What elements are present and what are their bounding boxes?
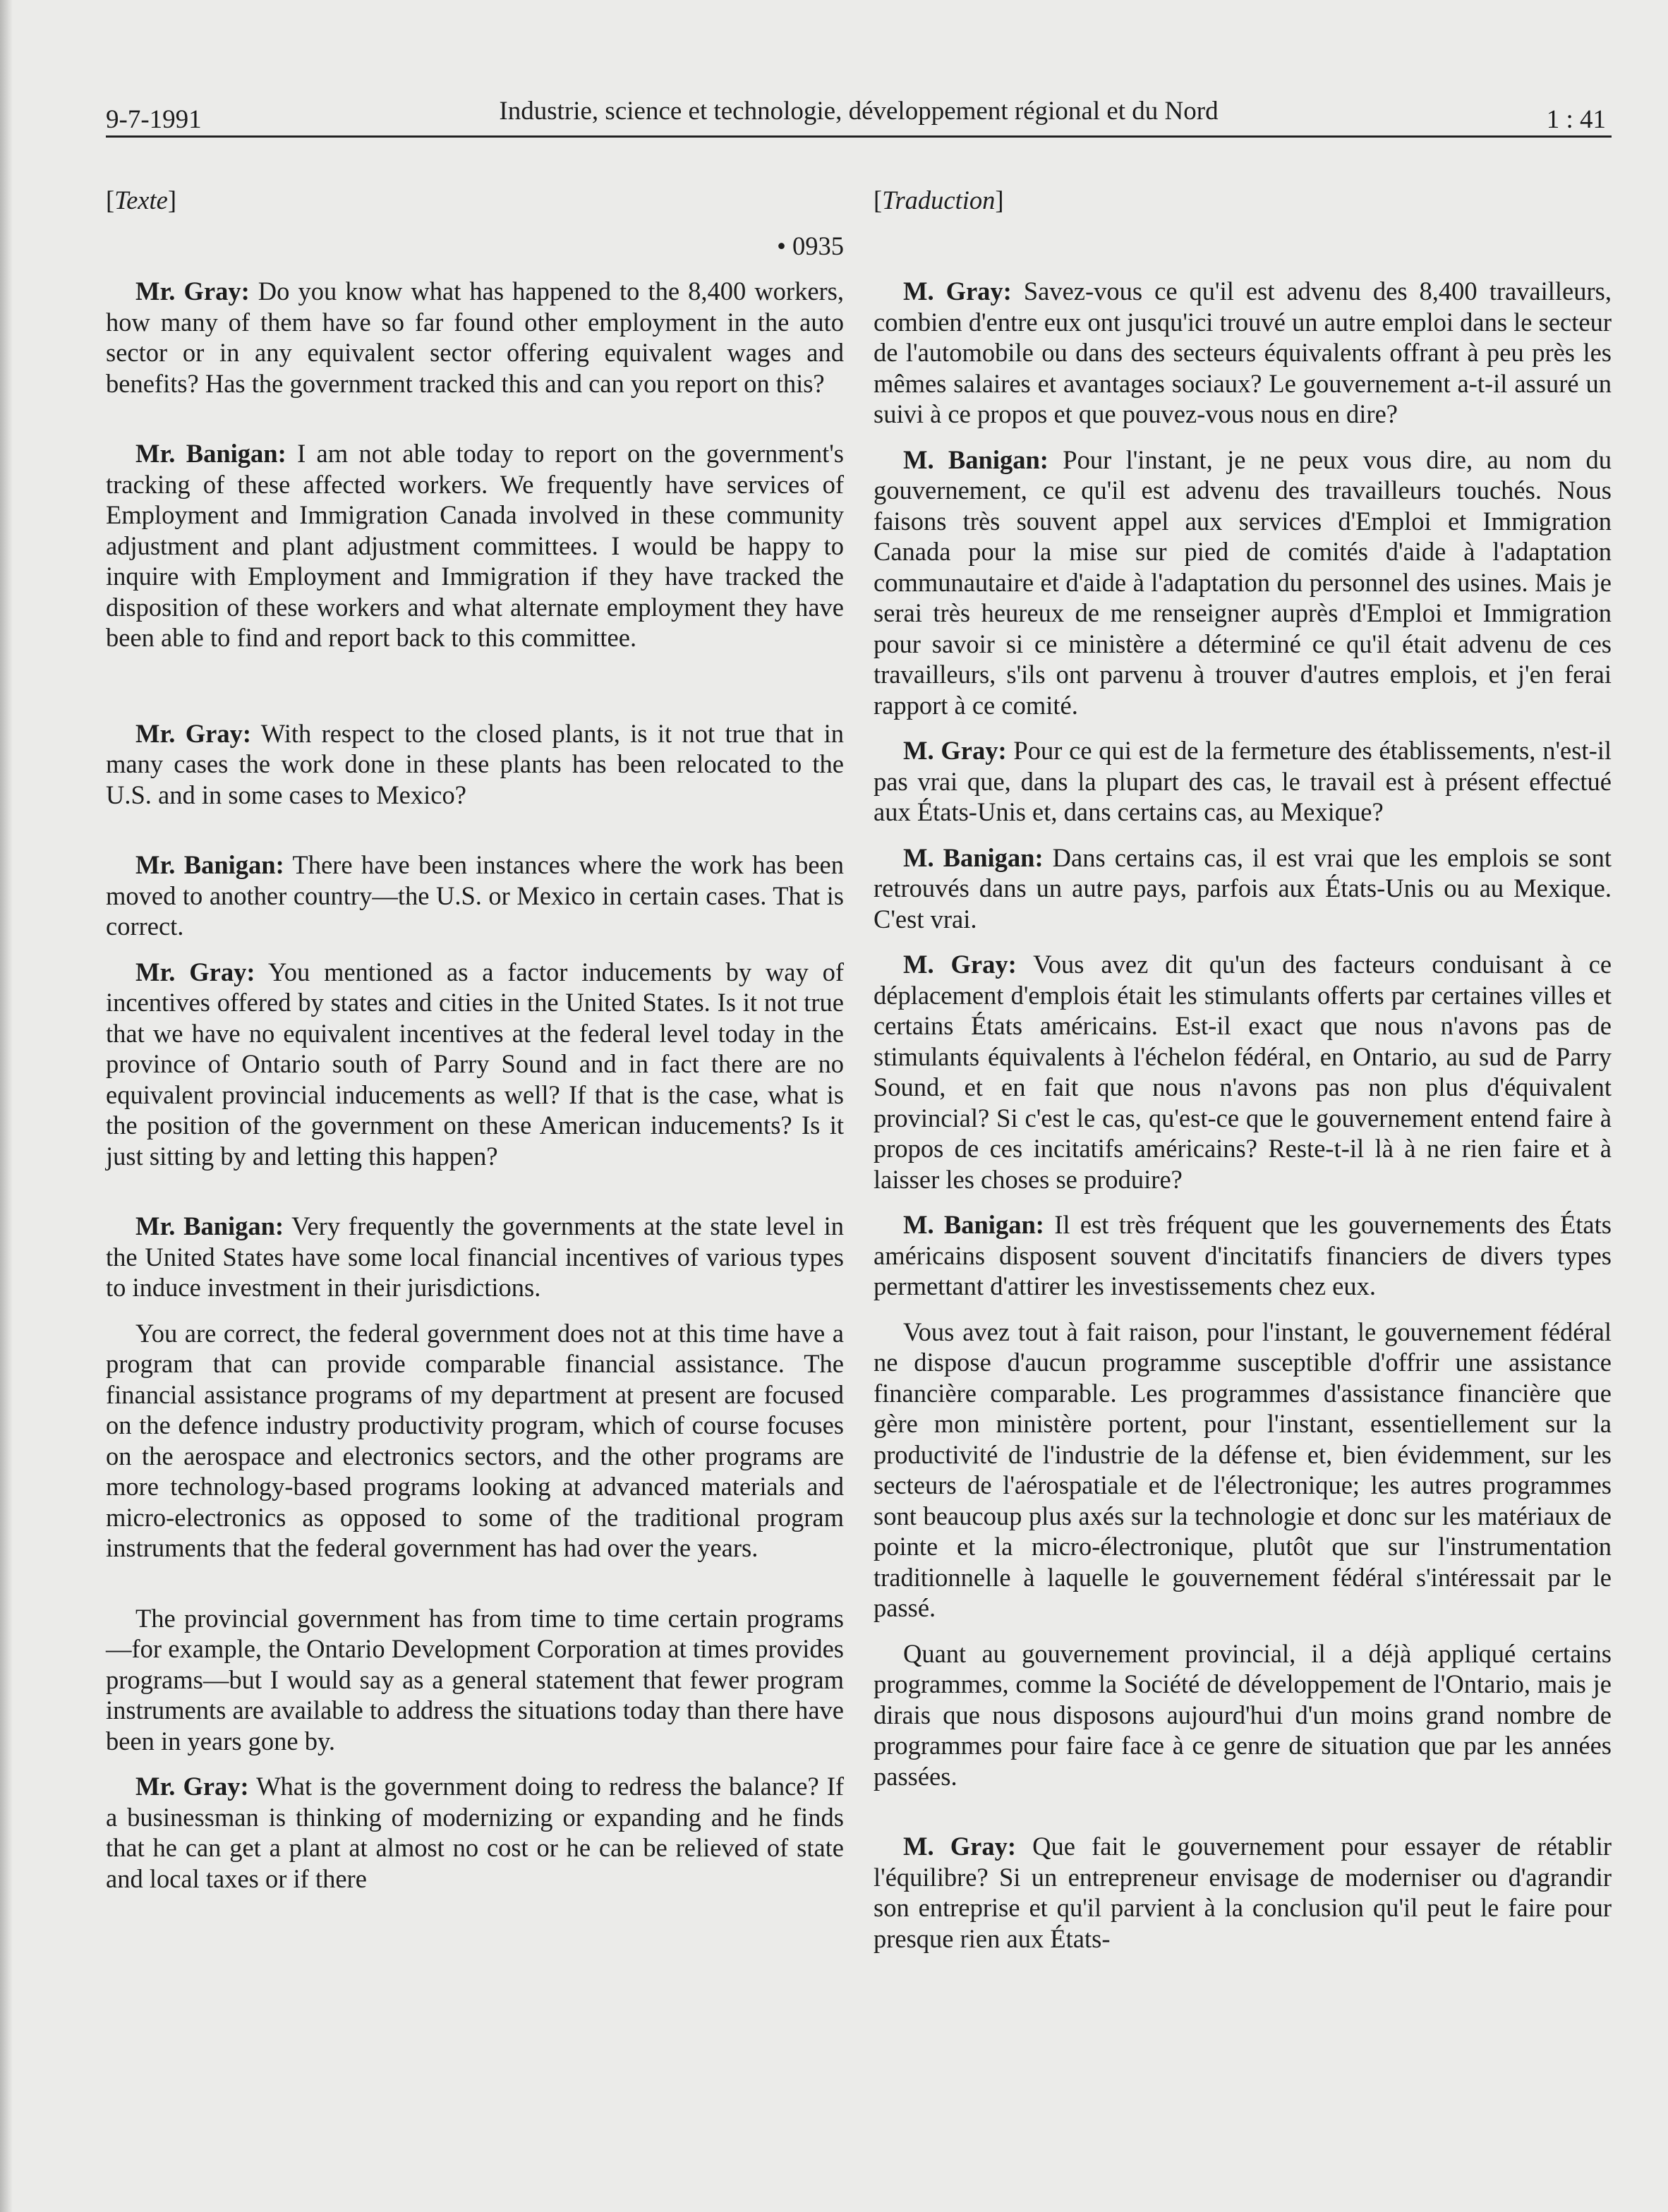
paragraph-text: With respect to the closed plants, is it not true that in many cases the work done in these plants has been relocated to the U.S. and in some cases to Mexico? bbox=[106, 718, 844, 809]
paragraph-text: Pour ce qui est de la fermeture des établissements, n'est-il pas vrai que, dans la plupart des cas, le travail est à présent effectué aux États-Unis et, dans certains cas, au Mexique? bbox=[874, 736, 1612, 826]
speaker-name: Mr. Gray: bbox=[135, 957, 255, 986]
speaker-name: Mr. Banigan: bbox=[135, 1211, 284, 1240]
paragraph bbox=[874, 1831, 1612, 1954]
paragraph bbox=[106, 1771, 844, 1894]
speaker-name: M. Banigan: bbox=[903, 1210, 1044, 1239]
paragraph bbox=[106, 850, 844, 942]
paragraph-text: Que fait le gouvernement pour essayer de rétablir l'équilibre? Si un entrepreneur envisage de moderniser ou d'agrandir son entreprise et qu'il parvient à la conclusion qu'il peut le faire pour presque rien aux États- bbox=[874, 1832, 1612, 1953]
paragraph-text: Savez-vous ce qu'il est advenu des 8,400 travailleurs, combien d'entre eux ont jusqu'ici trouvé un autre emploi dans le secteur de l'automobile ou dans des secteurs équivalents offrant à peu près les mêmes salaires et avantages sociaux? Le gouvernement a-t-il assuré un suivi à ce propos et que pouvez-vous nous en dire? bbox=[874, 277, 1612, 428]
header-page-number: 1 : 41 bbox=[1546, 105, 1606, 134]
paragraph-text: Vous avez dit qu'un des facteurs conduisant à ce déplacement d'emplois était les stimulants offerts par certaines villes et certains États américains. Est-il exact que nous n'avons pas de stimulants équivalents à l'échelon fédéral, en Ontario, au sud de Parry Sound, et en fait que nous n'avons pas non plus d'équivalent provincial? Si c'est le cas, qu'est-ce que le gouvernement entend faire à propos de ces incitatifs américains? Reste-t-il là à ne rien faire et à laisser les choses se produire? bbox=[874, 950, 1612, 1194]
paragraph-text: Vous avez tout à fait raison, pour l'instant, le gouvernement fédéral ne dispose d'aucun programme susceptible d'offrir une assistance financière comparable. Les programmes d'assistance financière que gère mon ministère portent, pour l'instant, essentiellement sur la productivité de l'industrie de la défense et, bien évidemment, sur les secteurs de l'aérospatiale et de l'électronique; les autres programmes sont beaucoup plus axés sur la technologie et donc sur les matériaux de pointe et la micro-électronique, plutôt que sur l'instrumentation traditionnelle à laquelle le gouvernement fédéral s'intéressait par le passé. bbox=[874, 1317, 1612, 1622]
speaker-name: M. Gray: bbox=[903, 1832, 1016, 1861]
paragraph-text: You are correct, the federal government does not at this time have a program that can provide comparable financial assistance. The financial assistance programs of my department at present are focused on the defence industry productivity program, which of course focuses on the aerospace and electronics sectors, and the other programs are more technology-based programs looking at advanced materials and micro-electronics as opposed to some of the traditional program instruments that the federal government has had over the years. bbox=[106, 1318, 844, 1562]
paragraph bbox=[106, 1211, 844, 1303]
section-label-english: [Texte] bbox=[106, 186, 177, 214]
french-column bbox=[874, 185, 1612, 1954]
running-header bbox=[106, 90, 1612, 138]
paragraph-text: Il est très fréquent que les gouvernements des États américains disposent souvent d'incitatifs financiers de divers types permettant d'attirer les investissements chez eux. bbox=[874, 1210, 1612, 1300]
header-date: 9-7-1991 bbox=[106, 105, 202, 134]
paragraph-text: Quant au gouvernement provincial, il a déjà appliqué certains programmes, comme la Société de développement de l'Ontario, mais je dirais que nous disposons aujourd'hui d'un moins grand nombre de programmes pour faire face à ce genre de situation que par les années passées. bbox=[874, 1638, 1612, 1791]
paragraph bbox=[874, 1209, 1612, 1302]
paragraph-text: Dans certains cas, il est vrai que les emplois se sont retrouvés dans un autre pays, parfois aux États-Unis ou au Mexique. C'est vrai. bbox=[874, 842, 1612, 933]
speaker-name: M. Gray: bbox=[903, 736, 1007, 765]
paragraph-text: What is the government doing to redress the balance? If a businessman is thinking of modernizing or expanding and he finds that he can get a plant at almost no cost or he can be relieved of state and local taxes or if there bbox=[106, 1772, 845, 1893]
speaker-name: M. Banigan: bbox=[903, 445, 1048, 474]
paragraph-text: The provincial government has from time to time certain programs—for example, the Ontario Development Corporation at times provides programs—but I would say as a general statement that fewer program instruments are available to address the situations today than there have been in years gone by. bbox=[106, 1603, 845, 1755]
paragraph-text: Pour l'instant, je ne peux vous dire, au nom du gouvernement, ce qu'il est advenu des travailleurs touchés. Nous faisons très souvent appel aux services d'Emploi et Immigration Canada pour la mise sur pied de comités d'aide à l'adaptation communautaire et d'aide à l'adaptation du personnel des usines. Mais je serai très heureux de me renseigner auprès d'Emploi et Immigration pour savoir si ce ministère a déterminé ce qu'il était advenu de ces travailleurs, s'ils ont parvenu à trouver d'autres emplois, et j'en ferai rapport à ce comité. bbox=[874, 445, 1612, 720]
paragraph bbox=[874, 276, 1612, 430]
paragraph bbox=[874, 842, 1612, 935]
paragraph-text: Do you know what has happened to the 8,400 workers, how many of them have so far found other employment in the auto sector or in any equivalent sector offering equivalent wages and benefits? Has the government tracked this and can you report on this? bbox=[106, 277, 845, 398]
paragraph bbox=[106, 1318, 844, 1564]
paragraph-text: I am not able today to report on the government's tracking of these affected workers. We frequently have services of Employment and Immigration Canada involved in these community adjustment and plant adjustment committees. I would be happy to inquire with Employment and Immigration if they have tracked the disposition of these workers and what alternate employment they have been able to find and report back to this committee. bbox=[106, 439, 845, 652]
paragraph bbox=[106, 1603, 844, 1757]
timestamp: • 0935 bbox=[777, 231, 844, 260]
paragraph bbox=[874, 949, 1612, 1195]
speaker-name: M. Gray: bbox=[903, 950, 1017, 979]
paragraph bbox=[874, 445, 1612, 721]
speaker-name: Mr. Banigan: bbox=[135, 439, 286, 468]
speaker-name: Mr. Gray: bbox=[135, 718, 252, 748]
header-title: Industrie, science et technologie, développement régional et du Nord bbox=[499, 97, 1219, 126]
speaker-name: M. Banigan: bbox=[903, 842, 1044, 872]
paragraph-text: Very frequently the governments at the state level in the United States have some local financial incentives of various types to induce investment in their jurisdictions. bbox=[106, 1211, 844, 1302]
section-label-french: [Traduction] bbox=[874, 186, 1004, 214]
paragraph bbox=[106, 276, 844, 399]
paragraph bbox=[106, 957, 844, 1172]
speaker-name: Mr. Gray: bbox=[135, 277, 250, 306]
speaker-name: Mr. Banigan: bbox=[135, 850, 284, 879]
paragraph bbox=[874, 1317, 1612, 1624]
page-binding-shadow bbox=[0, 0, 13, 2212]
english-column bbox=[106, 185, 844, 1894]
paragraph bbox=[874, 735, 1612, 828]
paragraph bbox=[106, 718, 844, 811]
paragraph-text: You mentioned as a factor inducements by way of incentives offered by states and cities in the United States. Is it not true that we have no equivalent incentives at the federal level today in the province of Ontario south of Parry Sound and in fact there are no equivalent provincial inducements as well? If that is the case, what is the position of the government on these American inducements? Is it just sitting by and letting this happen? bbox=[106, 957, 844, 1171]
speaker-name: M. Gray: bbox=[903, 277, 1012, 306]
speaker-name: Mr. Gray: bbox=[135, 1772, 249, 1801]
paragraph bbox=[874, 1638, 1612, 1792]
paragraph-text: There have been instances where the work has been moved to another country—the U.S. or Mexico in certain cases. That is correct. bbox=[106, 850, 845, 941]
paragraph bbox=[106, 438, 844, 653]
